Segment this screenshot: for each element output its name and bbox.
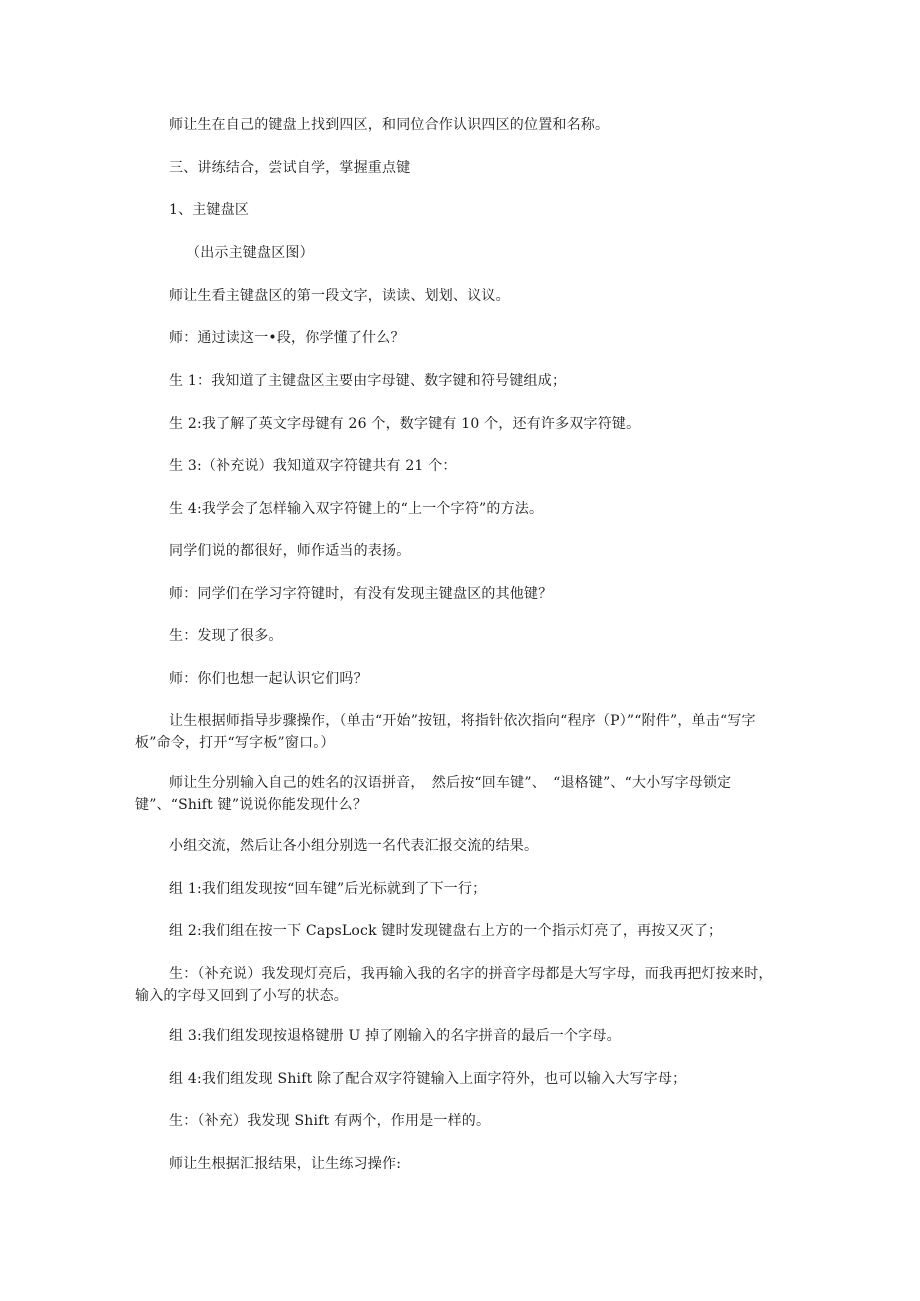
paragraph-21: 组 3:我们组发现按退格键册 U 掉了刚输入的名字拼音的最后一个字母。 [169,1028,621,1044]
paragraph-13: 生：发现了很多。 [169,628,283,644]
paragraph-9: 生 3:（补充说）我知道双字符键共有 21 个： [169,458,457,474]
paragraph-23: 生：（补充）我发现 Shift 有两个，作用是一样的。 [169,1113,491,1129]
paragraph-20: 生：（补充说）我发现灯亮后，我再输入我的名字的拼音字母都是大写字母，而我再把灯按来时，输入的字母又回到了小写的状态。 [135,966,773,1004]
paragraph-3-subheading: 1、主键盘区 [169,202,250,218]
paragraph-16: 师让生分别输入自己的姓名的汉语拼音， 然后按“回车键”、 “退格键”、“大小写字母锁定键”、“Shift 键”说说你能发现什么？ [135,775,732,813]
paragraph-7: 生 1：我知道了主键盘区主要由字母键、数字键和符号键组成； [169,373,567,389]
paragraph-1: 师让生在自己的键盘上找到四区，和同位合作认识四区的位置和名称。 [169,117,610,133]
paragraph-17: 小组交流，然后让各小组分别选一名代表汇报交流的结果。 [169,838,539,854]
paragraph-18: 组 1:我们组发现按“回车键”后光标就到了下一行； [169,881,487,897]
paragraph-12: 师：同学们在学习字符键时，有没有发现主键盘区的其他键？ [169,586,553,602]
paragraph-24: 师让生根据汇报结果，让生练习操作: [169,1156,402,1172]
paragraph-2-heading: 三、讲练结合，尝试自学，掌握重点键 [169,160,411,176]
paragraph-19: 组 2:我们组在按一下 CapsLock 键时发现键盘右上方的一个指示灯亮了，再按又灭了； [169,923,723,939]
paragraph-10: 生 4:我学会了怎样输入双字符键上的“上一个字符”的方法。 [169,501,544,517]
paragraph-14: 师：你们也想一起认识它们吗？ [169,671,368,687]
paragraph-11: 同学们说的都很好，师作适当的表扬。 [169,543,411,559]
paragraph-6: 师：通过读这一•段，你学懂了什么？ [169,330,405,346]
paragraph-22: 组 4:我们组发现 Shift 除了配合双字符键输入上面字符外，也可以输入大写字母； [169,1071,687,1087]
paragraph-8: 生 2:我了解了英文字母键有 26 个，数字键有 10 个，还有许多双字符键。 [169,416,641,432]
paragraph-15: 让生根据师指导步骤操作，（单击“开始”按钮，将指针依次指向“程序（P）”“附件”，单击“写字板”命令，打开“写字板”窗口。） [135,713,756,751]
paragraph-5: 师让生看主键盘区的第一段文字，读读、划划、议议。 [169,288,510,304]
paragraph-4: （出示主键盘区图） [186,245,314,261]
